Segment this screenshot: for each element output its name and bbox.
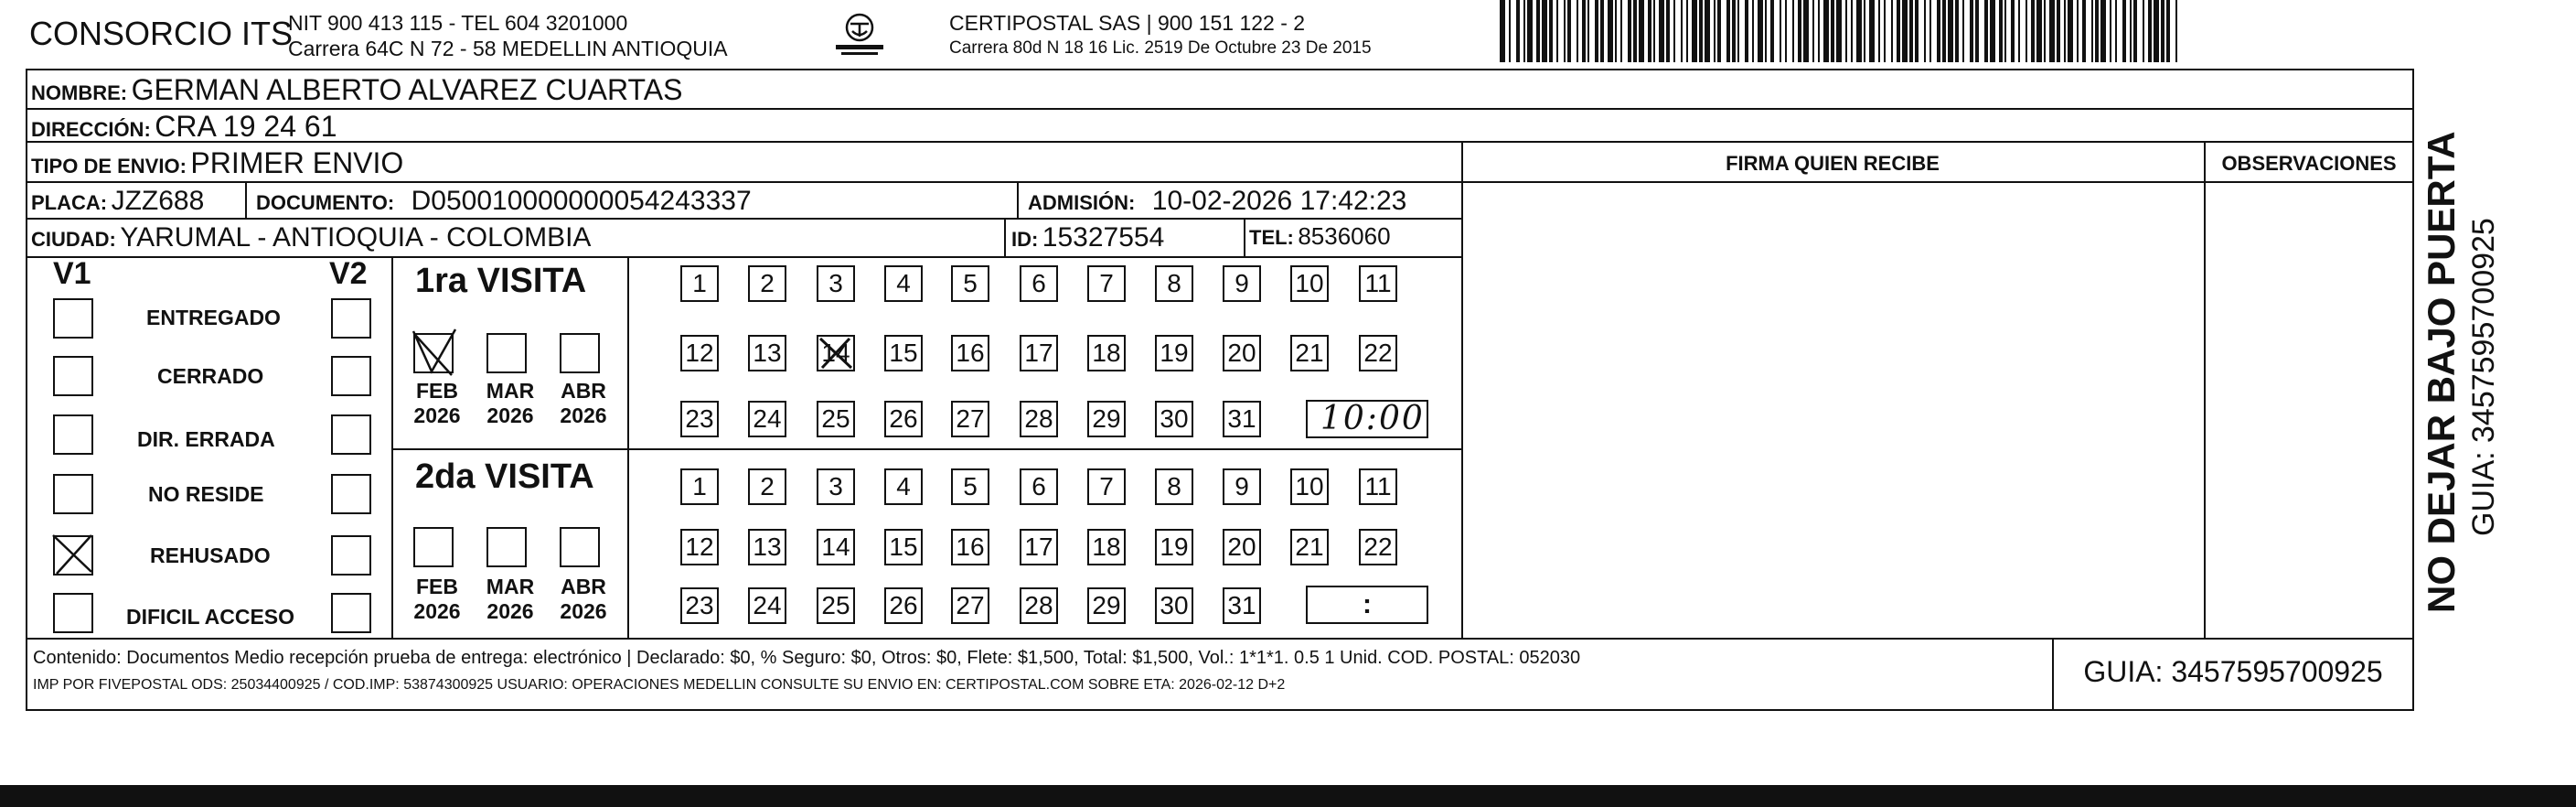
second-visit-title: 2da VISITA [415,457,594,496]
second-visit-time-box[interactable] [1306,586,1428,624]
ciudad-value: YARUMAL - ANTIOQUIA - COLOMBIA [120,222,592,253]
second-visit-day-1[interactable] [680,468,719,505]
second-visit-abr-checkbox[interactable] [560,527,600,567]
day-number: 17 [1024,533,1053,561]
first-visit-day-19[interactable] [1155,335,1193,371]
day-number: 19 [1160,533,1189,561]
first-visit-day-31[interactable] [1223,401,1261,437]
barcode [1500,0,2181,62]
v1-rehusado-checkbox[interactable] [53,535,93,576]
day-number: 6 [1031,269,1046,297]
v2-no-reside-checkbox[interactable] [331,474,371,514]
day-number: 13 [753,339,782,367]
carrier-address: Carrera 80d N 18 16 Lic. 2519 De Octubre 23 De 2015 [949,38,1372,58]
first-visit-day-12[interactable] [680,335,719,371]
footer-content-line: Contenido: Documentos Medio recepción prueba de entrega: electrónico | Declarado: $0, % Seguro: $0, Otros: $0, Flete: $1,500, Total: $1,500, Vol.: 1*1*1. 0.5 1 Unid. COD. POSTAL: 052030 [33,648,1581,668]
day-number: 22 [1363,339,1393,367]
second-visit-feb-checkbox[interactable] [413,527,454,567]
first-visit-day-30[interactable] [1155,401,1193,437]
day-number: 3 [828,269,843,297]
second-month-mar [483,575,538,624]
first-visit-day-25[interactable] [817,401,855,437]
v1-cerrado-checkbox[interactable] [53,356,93,396]
second-visit-day-17[interactable] [1020,529,1058,565]
tel-cell [1249,222,1391,251]
day-number: 27 [956,591,985,619]
first-visit-day-28[interactable] [1020,401,1058,437]
second-visit-day-24[interactable] [748,587,786,624]
second-visit-day-2[interactable] [748,468,786,505]
day-number: 4 [896,269,911,297]
second-month-abr [556,575,611,624]
second-visit-day-9[interactable] [1223,468,1261,505]
direccion-label: DIRECCIÓN: [31,118,151,141]
first-visit-day-26[interactable] [884,401,923,437]
first-visit-day-11[interactable] [1359,265,1397,302]
day-number: 14 [821,533,850,561]
first-visit-day-22[interactable] [1359,335,1397,371]
rehusado-x-mark-icon [49,530,97,577]
direccion-value: CRA 19 24 61 [155,110,337,143]
second-visit-day-4[interactable] [884,468,923,505]
nombre-row [31,73,682,107]
first-visit-day-14[interactable] [817,335,855,371]
second-visit-day-20[interactable] [1223,529,1261,565]
day-14-x-mark-icon [817,335,855,371]
v1-dificil-acceso-checkbox[interactable] [53,593,93,633]
bottom-band [0,785,2576,807]
first-visit-day-17[interactable] [1020,335,1058,371]
footer-print-line: IMP POR FIVEPOSTAL ODS: 25034400925 / COD.IMP: 53874300925 USUARIO: OPERACIONES MEDELLIN CONSULTE SU ENVIO EN: CERTIPOSTAL.COM SOBRE ETA: 2026-02-12 D+2 [33,677,1286,693]
first-visit-abr-checkbox[interactable] [560,333,600,373]
second-visit-day-13[interactable] [748,529,786,565]
day-number: 25 [821,591,850,619]
second-visit-day-5[interactable] [951,468,989,505]
day-number: 15 [889,339,918,367]
firma-area[interactable] [1463,183,2202,636]
tipo-label: TIPO DE ENVIO: [31,155,187,178]
second-visit-day-10[interactable] [1290,468,1329,505]
day-number: 1 [692,269,707,297]
first-visit-feb-checkbox[interactable] [413,333,454,373]
day-number: 29 [1092,591,1121,619]
first-visit-day-1[interactable] [680,265,719,302]
first-visit-day-10[interactable] [1290,265,1329,302]
side-warning: NO DEJAR BAJO PUERTA [2420,131,2463,613]
day-number: 12 [685,533,714,561]
placa-label: PLACA: [31,191,108,214]
first-visit-day-8[interactable] [1155,265,1193,302]
day-number: 16 [956,339,985,367]
documento-cell [256,186,752,217]
day-number: 2 [760,269,775,297]
second-visit-day-23[interactable] [680,587,719,624]
month-name: MAR [486,575,535,598]
day-number: 11 [1364,269,1392,297]
day-number: 18 [1092,339,1121,367]
first-visit-day-9[interactable] [1223,265,1261,302]
day-number: 8 [1167,472,1181,500]
firma-header: FIRMA QUIEN RECIBE [1726,152,1940,175]
admision-value: 10-02-2026 17:42:23 [1151,186,1407,216]
second-visit-day-18[interactable] [1087,529,1126,565]
first-visit-mar-checkbox[interactable] [486,333,527,373]
footer-guia: GUIA: 3457595700925 [2083,655,2383,688]
day-number: 31 [1227,591,1256,619]
carrier-name: CERTIPOSTAL SAS | 900 151 122 - 2 [949,11,1306,35]
day-number: 31 [1227,404,1256,433]
status-entregado: ENTREGADO [146,306,281,329]
day-number: 7 [1099,269,1114,297]
status-cerrado: CERRADO [157,364,264,388]
day-number: 28 [1024,591,1053,619]
second-visit-day-26[interactable] [884,587,923,624]
month-year: 2026 [486,599,534,623]
day-number: 10 [1295,269,1324,297]
day-number: 27 [956,404,985,433]
day-number: 14 [821,339,850,367]
direccion-row [31,110,337,144]
first-visit-day-24[interactable] [748,401,786,437]
first-visit-day-23[interactable] [680,401,719,437]
month-name: FEB [416,575,458,598]
day-number: 29 [1092,404,1121,433]
first-visit-day-4[interactable] [884,265,923,302]
month-year: 2026 [486,404,534,427]
first-visit-time-box[interactable] [1306,400,1428,438]
day-number: 19 [1160,339,1189,367]
month-year: 2026 [560,599,607,623]
placa-cell [31,186,204,217]
status-rehusado: REHUSADO [150,543,271,567]
first-month-mar [483,379,538,428]
tel-label: TEL: [1249,226,1294,249]
second-visit-day-3[interactable] [817,468,855,505]
second-month-feb [410,575,465,624]
second-visit-day-8[interactable] [1155,468,1193,505]
status-no-reside: NO RESIDE [148,482,264,506]
second-visit-day-28[interactable] [1020,587,1058,624]
second-visit-day-22[interactable] [1359,529,1397,565]
first-visit-day-3[interactable] [817,265,855,302]
second-visit-day-21[interactable] [1290,529,1329,565]
day-number: 9 [1235,269,1249,297]
documento-value: D050010000000054243337 [411,186,752,216]
admision-label: ADMISIÓN: [1028,191,1136,214]
v2-dir-errada-checkbox[interactable] [331,414,371,455]
company-name: CONSORCIO ITS [29,15,294,52]
second-visit-time-value: : [1363,589,1372,619]
day-number: 4 [896,472,911,500]
first-visit-day-27[interactable] [951,401,989,437]
status-dir-errada: DIR. ERRADA [137,427,275,451]
first-visit-day-15[interactable] [884,335,923,371]
day-number: 20 [1227,339,1256,367]
day-number: 10 [1295,472,1324,500]
first-visit-day-6[interactable] [1020,265,1058,302]
v2-rehusado-checkbox[interactable] [331,535,371,576]
day-number: 25 [821,404,850,433]
day-number: 18 [1092,533,1121,561]
day-number: 3 [828,472,843,500]
v1-entregado-checkbox[interactable] [53,298,93,339]
first-month-abr [556,379,611,428]
second-visit-day-27[interactable] [951,587,989,624]
month-year: 2026 [413,599,461,623]
month-name: MAR [486,379,535,403]
day-number: 22 [1363,533,1393,561]
second-visit-day-7[interactable] [1087,468,1126,505]
day-number: 24 [753,591,782,619]
day-number: 1 [692,472,707,500]
month-name: FEB [416,379,458,403]
status-dificil-acceso: DIFICIL ACCESO [126,605,295,629]
observaciones-header: OBSERVACIONES [2221,152,2397,175]
day-number: 20 [1227,533,1256,561]
month-year: 2026 [413,404,461,427]
second-visit-day-14[interactable] [817,529,855,565]
month-name: ABR [561,575,606,598]
month-name: ABR [561,379,606,403]
day-number: 8 [1167,269,1181,297]
day-number: 7 [1099,472,1114,500]
day-number: 2 [760,472,775,500]
ciudad-cell [31,222,591,253]
v2-header: V2 [329,256,368,291]
nombre-label: NOMBRE: [31,81,128,104]
second-visit-day-11[interactable] [1359,468,1397,505]
id-value: 15327554 [1042,222,1165,253]
second-visit-day-15[interactable] [884,529,923,565]
second-visit-day-16[interactable] [951,529,989,565]
day-number: 5 [963,269,978,297]
first-visit-day-2[interactable] [748,265,786,302]
first-visit-day-13[interactable] [748,335,786,371]
first-visit-day-18[interactable] [1087,335,1126,371]
day-number: 30 [1160,404,1189,433]
v1-dir-errada-checkbox[interactable] [53,414,93,455]
first-visit-day-7[interactable] [1087,265,1126,302]
tipo-row [31,146,403,180]
observaciones-area[interactable] [2206,183,2412,636]
day-number: 6 [1031,472,1046,500]
second-visit-day-19[interactable] [1155,529,1193,565]
day-number: 26 [889,404,918,433]
first-month-feb [410,379,465,428]
certipostal-logo-icon [832,11,887,59]
day-number: 23 [685,591,714,619]
id-label: ID: [1011,228,1039,251]
admision-cell [1028,186,1406,217]
day-number: 21 [1295,339,1324,367]
day-number: 21 [1295,533,1324,561]
day-number: 9 [1235,472,1249,500]
v2-dificil-acceso-checkbox[interactable] [331,593,371,633]
day-number: 28 [1024,404,1053,433]
day-number: 15 [889,533,918,561]
second-visit-day-31[interactable] [1223,587,1261,624]
side-guia: GUIA: 3457595700925 [2466,218,2501,536]
day-number: 13 [753,533,782,561]
nombre-value: GERMAN ALBERTO ALVAREZ CUARTAS [131,73,683,106]
id-cell [1011,222,1164,253]
v2-cerrado-checkbox[interactable] [331,356,371,396]
day-number: 12 [685,339,714,367]
second-visit-day-30[interactable] [1155,587,1193,624]
second-visit-mar-checkbox[interactable] [486,527,527,567]
second-visit-day-29[interactable] [1087,587,1126,624]
second-visit-day-25[interactable] [817,587,855,624]
ciudad-label: CIUDAD: [31,228,116,251]
company-address: Carrera 64C N 72 - 58 MEDELLIN ANTIOQUIA [288,37,728,60]
day-number: 17 [1024,339,1053,367]
feb-check-mark-icon [412,328,459,382]
first-visit-day-16[interactable] [951,335,989,371]
v2-entregado-checkbox[interactable] [331,298,371,339]
first-visit-title: 1ra VISITA [415,262,587,300]
first-visit-time-value: 10:00 [1320,400,1425,437]
day-number: 24 [753,404,782,433]
first-visit-day-5[interactable] [951,265,989,302]
placa-value: JZZ688 [111,186,205,216]
day-number: 30 [1160,591,1189,619]
tipo-value: PRIMER ENVIO [190,146,404,179]
v1-header: V1 [53,256,91,291]
second-visit-day-12[interactable] [680,529,719,565]
first-visit-day-29[interactable] [1087,401,1126,437]
day-number: 11 [1364,472,1392,500]
day-number: 5 [963,472,978,500]
day-number: 23 [685,404,714,433]
second-visit-day-6[interactable] [1020,468,1058,505]
first-visit-day-20[interactable] [1223,335,1261,371]
tel-value: 8536060 [1298,222,1391,250]
day-number: 16 [956,533,985,561]
day-number: 26 [889,591,918,619]
month-year: 2026 [560,404,607,427]
company-nit: NIT 900 413 115 - TEL 604 3201000 [288,11,628,35]
documento-label: DOCUMENTO: [256,191,395,214]
v1-no-reside-checkbox[interactable] [53,474,93,514]
first-visit-day-21[interactable] [1290,335,1329,371]
